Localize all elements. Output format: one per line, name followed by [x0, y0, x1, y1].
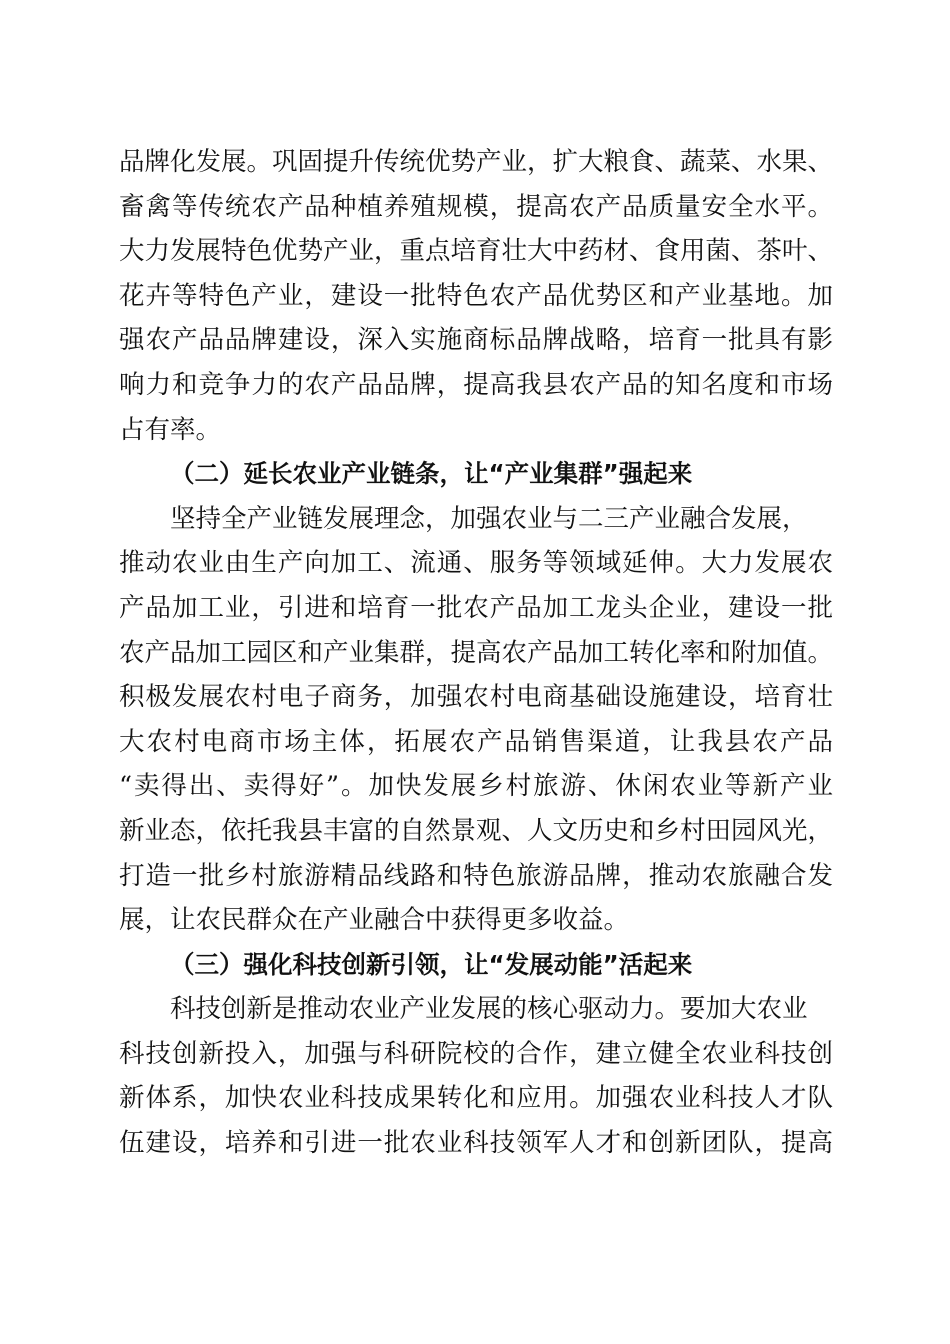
- text-line: 积极发展农村电子商务，加强农村电商基础设施建设，培育壮: [119, 682, 833, 713]
- text-line: 打造一批乡村旅游精品线路和特色旅游品牌，推动农旅融合发: [119, 860, 833, 891]
- text-line: 农产品加工园区和产业集群，提高农产品加工转化率和附加值。: [119, 637, 834, 668]
- text-line: 新业态，依托我县丰富的自然景观、人文历史和乡村田园风光，: [119, 815, 834, 846]
- text-line: 响力和竞争力的农产品品牌，提高我县农产品的知名度和市场: [119, 369, 833, 400]
- text-line: 畜禽等传统农产品种植养殖规模，提高农产品质量安全水平。: [119, 191, 833, 222]
- text-line: 花卉等特色产业，建设一批特色农产品优势区和产业基地。加: [119, 280, 833, 311]
- text-line: 大力发展特色优势产业，重点培育壮大中药材、食用菌、茶叶、: [119, 236, 834, 267]
- text-line: “卖得出、卖得好”。加快发展乡村旅游、休闲农业等新产业: [119, 771, 833, 802]
- text-line: 伍建设，培养和引进一批农业科技领军人才和创新团队，提高: [119, 1128, 833, 1159]
- section-heading-2: [119, 452, 833, 497]
- text-line: 展，让农民群众在产业融合中获得更多收益。: [119, 905, 630, 936]
- section-heading-3: [119, 943, 833, 988]
- text-line: 大农村电商市场主体，拓展农产品销售渠道，让我县农产品: [119, 726, 833, 757]
- document-body: [119, 140, 833, 1166]
- paragraph-brand-development: [119, 140, 833, 452]
- text-line: 强农产品品牌建设，深入实施商标品牌战略，培育一批具有影: [119, 325, 833, 356]
- heading-text: （二）延长农业产业链条，让“产业集群”强起来: [170, 459, 693, 489]
- text-line: 新体系，加快农业科技成果转化和应用。加强农业科技人才队: [119, 1083, 833, 1114]
- text-line: 品牌化发展。巩固提升传统优势产业，扩大粮食、蔬菜、水果、: [119, 147, 834, 177]
- text-line: 坚持全产业链发展理念，加强农业与二三产业融合发展，: [170, 503, 808, 534]
- heading-text: （三）强化科技创新引领，让“发展动能”活起来: [170, 949, 693, 979]
- text-line: 产品加工业，引进和培育一批农产品加工龙头企业，建设一批: [119, 592, 833, 623]
- paragraph-industry-chain: [119, 497, 833, 943]
- text-line: 占有率。: [119, 414, 222, 445]
- text-line: 科技创新投入，加强与科研院校的合作，建立健全农业科技创: [119, 1038, 833, 1069]
- paragraph-tech-innovation: [119, 987, 833, 1165]
- text-line: 推动农业由生产向加工、流通、服务等领域延伸。大力发展农: [119, 548, 833, 579]
- text-line: 科技创新是推动农业产业发展的核心驱动力。要加大农业: [170, 994, 808, 1025]
